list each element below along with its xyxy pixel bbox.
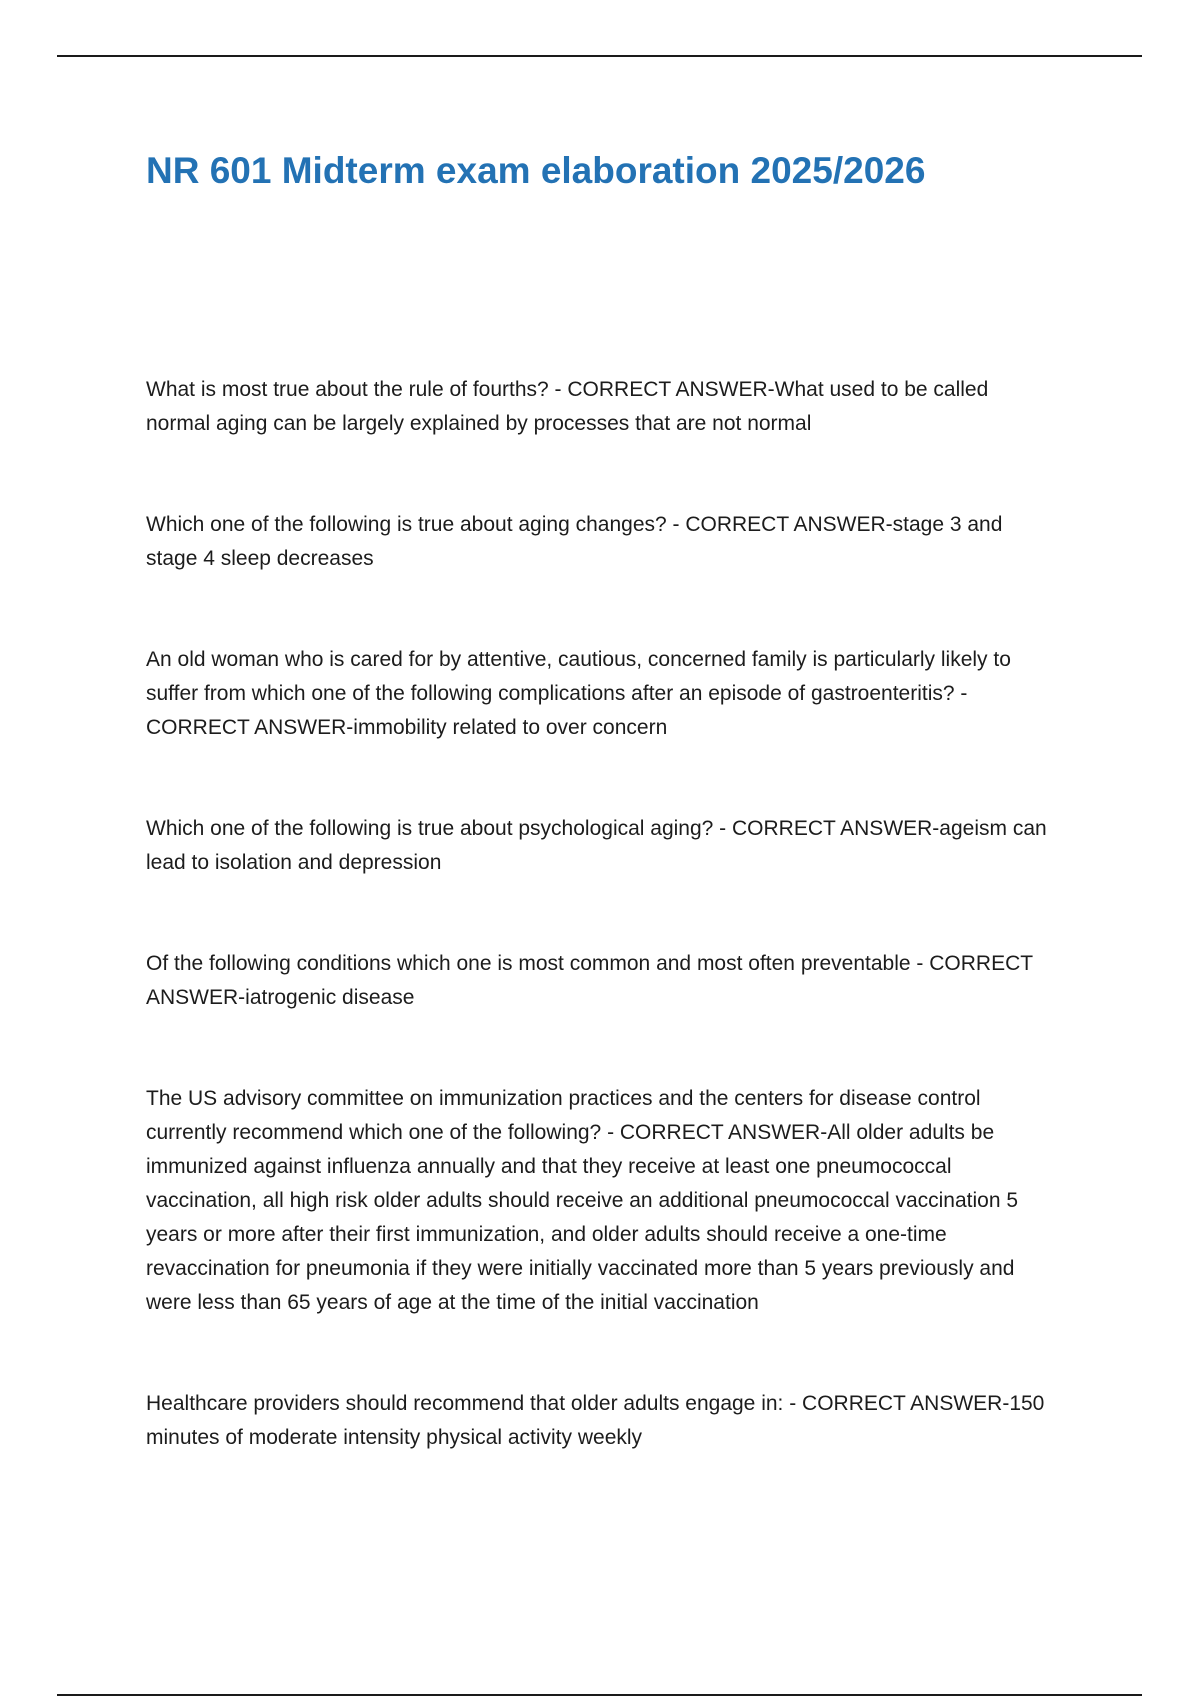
qa-item: Which one of the following is true about psychological aging? - CORRECT ANSWER-ageism can lead to isolation and depression [146,817,1047,874]
qa-item: An old woman who is cared for by attentive, cautious, concerned family is particularly likely to suffer from which one of the following complications after an episode of gastroenteritis? - CORRECT ANSWER-immobility related to over concern [146,648,1011,739]
document-title: NR 601 Midterm exam elaboration 2025/2026 [146,150,926,191]
qa-item: The US advisory committee on immunization practices and the centers for disease control currently recommend which one of the following? - CORRECT ANSWER-All older adults be immunized against influenza annually and that they receive at least one pneumococcal vaccination, all high risk older adults should receive an additional pneumococcal vaccination 5 years or more after their first immunization, and older adults should receive a one-time revaccination for pneumonia if they were initially vaccinated more than 5 years previously and were less than 65 years of age at the time of the initial vaccination [146,1087,1019,1314]
qa-item: Which one of the following is true about aging changes? - CORRECT ANSWER-stage 3 and stage 4 sleep decreases [146,513,1003,570]
footer-rule [57,1694,1142,1696]
qa-item: What is most true about the rule of fourths? - CORRECT ANSWER-What used to be called normal aging can be largely explained by processes that are not normal [146,378,989,435]
qa-item: Of the following conditions which one is most common and most often preventable - CORRECT ANSWER-iatrogenic disease [146,952,1033,1009]
qa-item: Healthcare providers should recommend that older adults engage in: - CORRECT ANSWER-150 minutes of moderate intensity physical activity weekly [146,1392,1045,1449]
header-rule [57,55,1142,57]
